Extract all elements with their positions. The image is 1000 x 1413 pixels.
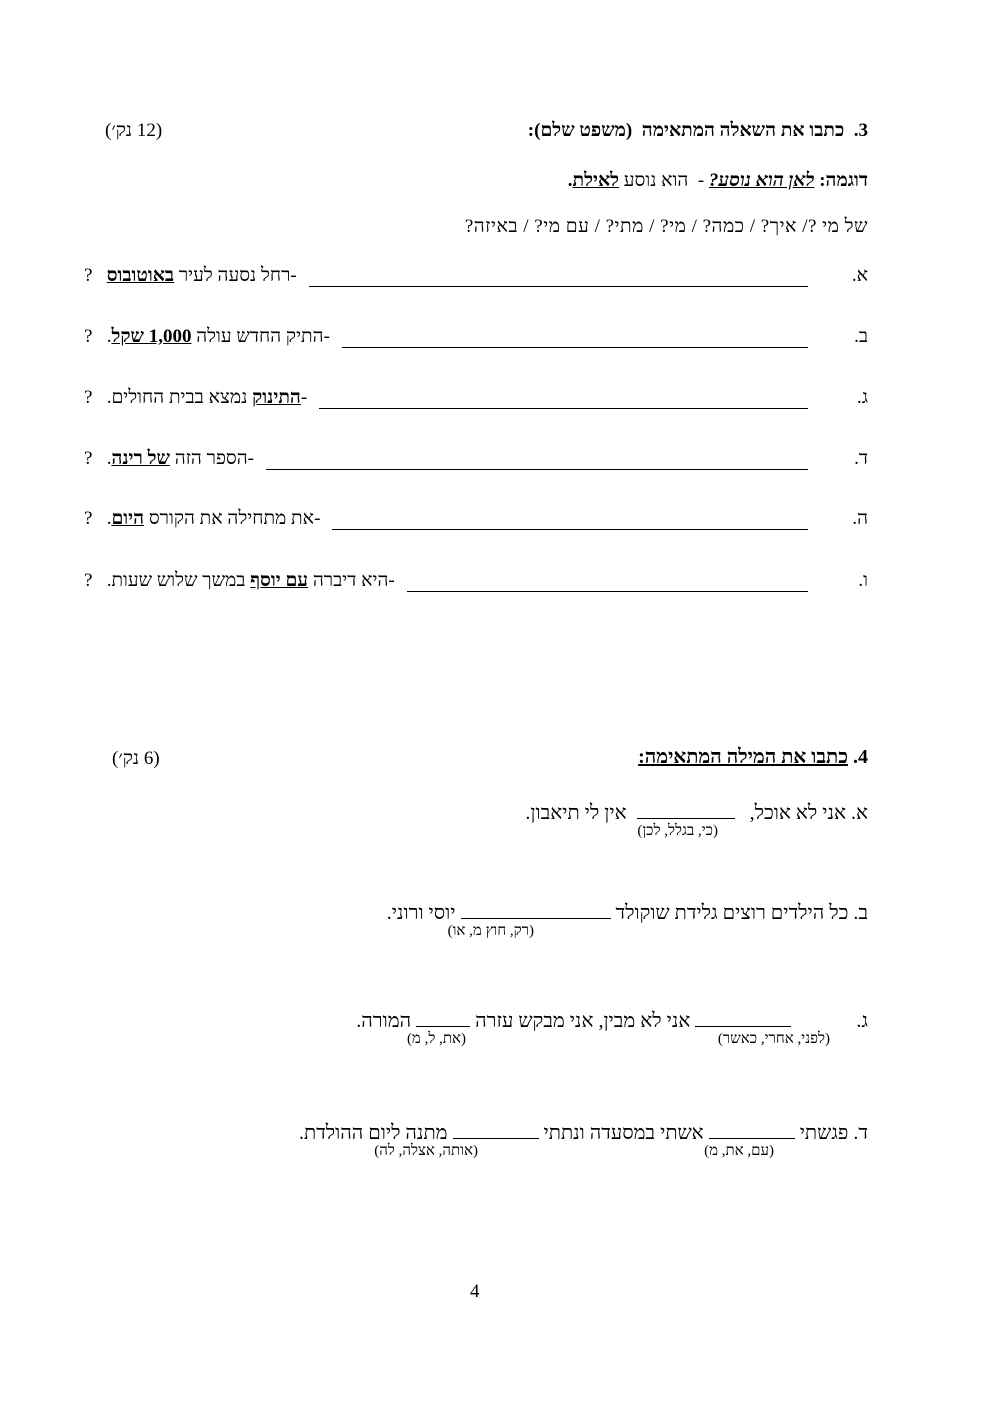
section3-points: (12 נק׳) [105,120,163,141]
sentence-after: . [106,326,112,347]
sentence-after: . [106,508,112,529]
s4-hint: (אותה, אצלה, לה) [374,1143,478,1159]
item-sentence [84,448,254,470]
answer-blank[interactable] [461,900,611,919]
sentence-before: רחל נסעה לעיר [174,265,291,286]
answer-line[interactable] [332,529,808,530]
s4-item-a [525,800,868,825]
s4-item-text: פגשתי [799,1122,849,1144]
question-mark: ? [84,508,93,529]
example-label: דוגמה: [819,170,868,191]
answer-blank[interactable] [453,1120,539,1139]
s4-item-text: אני לא מבין, אני מבקש עזרה [475,1010,691,1032]
item-letter: ו. [858,570,868,591]
answer-line[interactable] [319,408,808,409]
s4-item-text: יוסי ורוני. [386,902,456,924]
item-letter: ד. [854,448,868,469]
section3-title-note: (משפט שלם): [527,120,633,141]
s4-item-letter: א. [850,802,868,824]
section3-heading [528,120,868,142]
example-question: לאן הוא נוסע? [708,170,815,191]
s4-item-text: המורה. [356,1010,412,1032]
item-letter: ה. [852,508,868,529]
s4-item-text: כל הילדים רוצים גלידת שוקולד [615,902,849,924]
sentence-before: התיק החדש עולה [191,326,324,347]
item-sentence [84,387,307,409]
s4-item-c [356,1008,868,1033]
sentence-bold: עם יוסף [250,570,309,591]
item-sentence [84,326,330,348]
answer-blank[interactable] [637,800,735,819]
s4-hint: (לפני, אחרי, כאשר) [717,1031,830,1047]
s4-item-text: אין לי תיאבון. [525,802,627,824]
sentence-dash: - [314,508,321,529]
s4-item-text: מתנה ליום ההולדת. [298,1122,448,1144]
section4-number: 4. [853,746,868,768]
question-mark: ? [84,387,93,408]
sentence-bold: התינוק [252,387,301,408]
sentence-bold: של רינה [111,448,170,469]
sentence-after: נמצא בבית החולים. [106,387,253,408]
sentence-dash: - [247,448,254,469]
sentence-after: . [106,448,112,469]
s4-item-text: אשתי במסעדה ונתתי [543,1122,704,1144]
page-number: 4 [470,1281,480,1302]
sentence-bold: 1,000 שקל [111,326,192,347]
s4-hint: (עם, את, מ) [704,1143,774,1159]
item-sentence [84,570,395,592]
example-answer-end: . [567,170,573,191]
item-letter: ב. [854,326,868,347]
answer-blank[interactable] [695,1008,791,1027]
sentence-bold: היום [111,508,145,529]
question-mark: ? [84,570,93,591]
sentence-before: הספר הזה [169,448,248,469]
sentence-dash: - [323,326,330,347]
answer-line[interactable] [407,591,808,592]
example-answer-bold: לאילת [572,170,620,191]
item-letter: א. [851,265,868,286]
answer-line[interactable] [266,469,808,470]
section4-heading [638,746,868,769]
section3-title: כתבו את השאלה המתאימה [641,120,845,141]
sentence-dash: - [300,387,308,408]
s4-item-letter: ב. [853,902,868,924]
s4-item-letter: ג. [856,1010,868,1032]
sentence-after: במשך שלוש שעות. [106,570,251,591]
question-mark: ? [84,326,93,347]
sentence-dash: - [388,570,395,591]
sentence-before: את מתחילה את הקורס [144,508,315,529]
s4-item-letter: ד. [853,1122,868,1144]
s4-hint: (רק, חוץ מ, או) [447,923,534,939]
item-sentence [84,508,320,530]
s4-hint: (את, ל, מ) [406,1031,466,1047]
example-answer-prefix: הוא נוסע [623,170,689,191]
question-mark: ? [84,448,93,469]
s4-item-d [299,1120,868,1145]
answer-line[interactable] [309,286,808,287]
s4-item-text: אני לא אוכל, [749,802,846,824]
section3-number: 3. [853,120,868,141]
s4-hint: (כי, בגלל, לכן) [637,823,718,839]
section4-title: כתבו את המילה המתאימה: [638,746,848,768]
question-mark: ? [84,265,93,286]
sentence-dash: - [290,265,297,286]
section3-example [568,170,868,192]
item-letter: ג. [856,387,868,408]
example-dash: - [697,170,705,191]
section4-points: (6 נק׳) [112,748,160,769]
answer-blank[interactable] [709,1120,795,1139]
section3-word-bank: של מי ?/ איך? / כמה? / מי? / מתי? / עם מי? / באיזה? [464,216,868,237]
s4-item-b [387,900,868,925]
sentence-bold: באוטובוס [106,265,175,286]
answer-blank[interactable] [416,1008,470,1027]
item-sentence [84,265,297,287]
answer-line[interactable] [342,347,808,348]
sentence-before: היא דיברה [308,570,389,591]
